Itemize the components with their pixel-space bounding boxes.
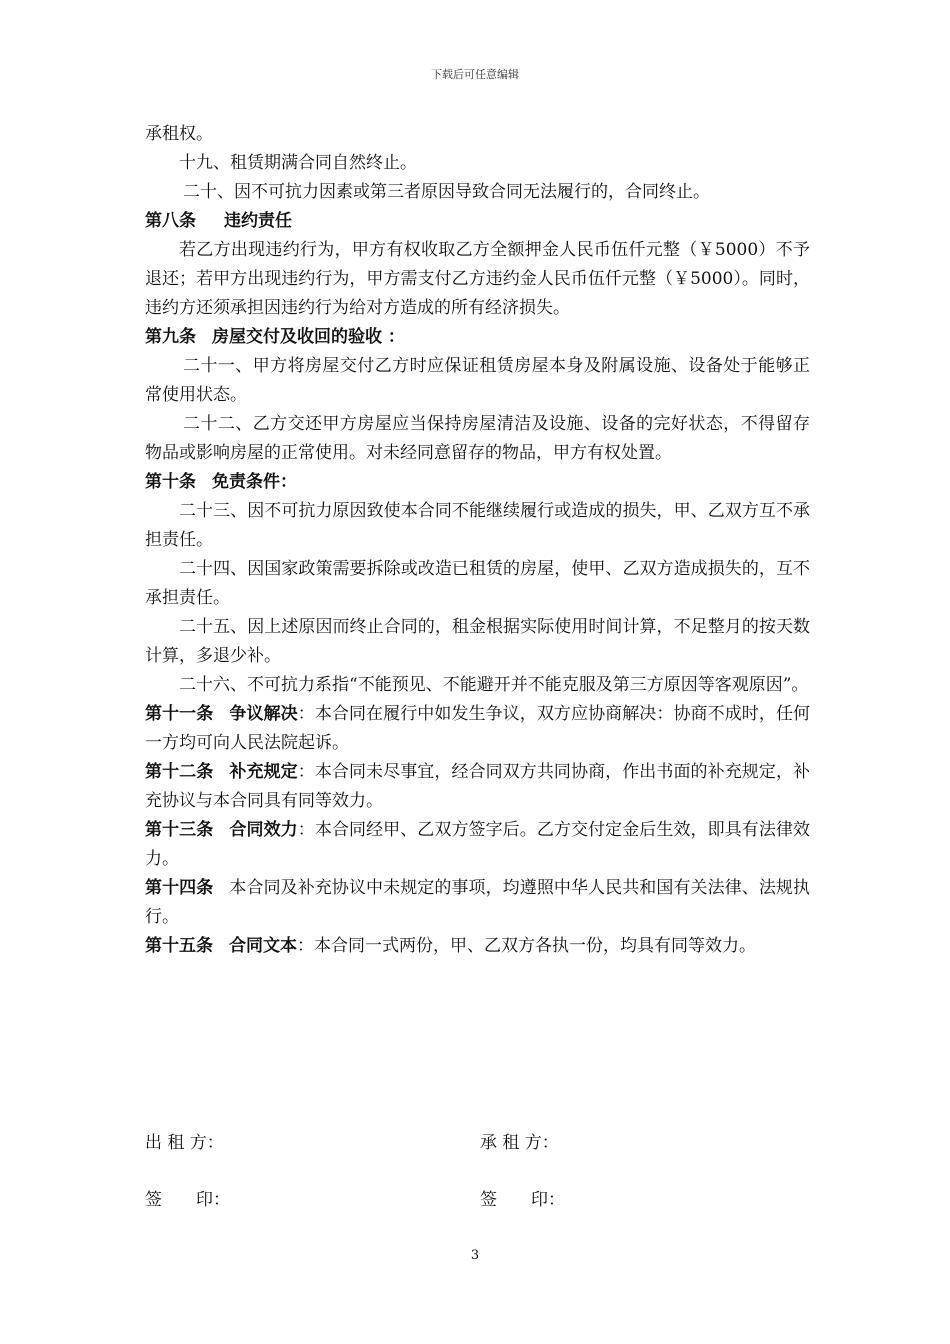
article-8-text: 若乙方出现违约行为，甲方有权收取乙方全额押金人民币伍仟元整（￥5000）不予退还；若甲方出现违约行为，甲方需支付乙方违约金人民币伍仟元整（￥5000）。同时，违约方还须承担因违约行为给对方造成的所有经济损失。 [145, 240, 810, 318]
seal-label-right: 签 印： [480, 1190, 565, 1210]
clause-19: 十九、租赁期满合同自然终止。 [179, 153, 417, 173]
article-text: 本合同及补充协议中未规定的事项，均遵照中华人民共和国有关法律、法规执行。 [145, 878, 811, 927]
clause-25: 二十五、因上述原因而终止合同的，租金根据实际使用时间计算，不足整月的按天数计算，多退少补。 [145, 617, 810, 666]
article-text: ：本合同经甲、乙双方签字后。乙方交付定金后生效，即具有法律效力。 [145, 820, 811, 869]
clause-20: 二十、因不可抗力因素或第三者原因导致合同无法履行的，合同终止。 [183, 182, 710, 202]
article-label: 争议解决 [229, 704, 298, 724]
article-label: 补充规定 [229, 762, 298, 782]
article-number: 第十二条 [145, 762, 214, 782]
seal-label-left: 签 印： [145, 1190, 230, 1210]
page-number: 3 [470, 1248, 480, 1263]
article-number: 第九条 [145, 327, 196, 347]
article-10-heading [145, 468, 810, 497]
article-14 [145, 874, 810, 932]
article-title: 免责条件： [212, 472, 297, 492]
article-number: 第十三条 [145, 820, 214, 840]
article-text: ：本合同在履行中如发生争议，双方应协商解决：协商不成时，任何一方均可向人民法院起诉。 [145, 704, 811, 753]
clause-24: 二十四、因国家政策需要拆除或改造已租赁的房屋，使甲、乙双方造成损失的，互不承担责任。 [145, 559, 810, 608]
article-number: 第十五条 [145, 936, 213, 956]
article-12 [145, 758, 810, 816]
article-15 [145, 932, 810, 961]
clause-21: 二十一、甲方将房屋交付乙方时应保证租赁房屋本身及附属设施、设备处于能够正常使用状态。 [145, 356, 810, 405]
clause-23: 二十三、因不可抗力原因致使本合同不能继续履行或造成的损失，甲、乙双方互不承担责任。 [145, 501, 810, 550]
article-9-heading [145, 323, 810, 352]
clause-22: 二十二、乙方交还甲方房屋应当保持房屋清洁及设施、设备的完好状态，不得留存物品或影响房屋的正常使用。对未经同意留存的物品，甲方有权处置。 [145, 414, 810, 463]
article-text: ：本合同未尽事宜，经合同双方共同协商，作出书面的补充规定，补充协议与本合同具有同等效力。 [145, 762, 811, 811]
article-number: 第十四条 [145, 878, 214, 898]
article-text: ：本合同一式两份，甲、乙双方各执一份，均具有同等效力。 [297, 936, 756, 956]
article-title: 违约责任 [224, 211, 292, 231]
article-8-heading [145, 207, 810, 236]
article-13 [145, 816, 810, 874]
article-title: 房屋交付及收回的验收 ： [212, 327, 405, 347]
article-number: 第八条 [145, 211, 196, 231]
lessee-label: 承 租 方： [480, 1133, 559, 1153]
clause-26: 二十六、不可抗力系指“不能预见、不能避开并不能克服及第三方原因等客观原因”。 [179, 675, 809, 695]
article-11 [145, 700, 810, 758]
page-header: 下载后可任意编辑 [431, 68, 519, 81]
paragraph: 承租权。 [145, 124, 213, 144]
article-label: 合同效力 [229, 820, 298, 840]
article-number: 第十一条 [145, 704, 214, 724]
article-number: 第十条 [145, 472, 196, 492]
lessor-label: 出 租 方： [145, 1133, 224, 1153]
contract-body [145, 120, 810, 961]
article-label: 合同文本 [229, 936, 297, 956]
